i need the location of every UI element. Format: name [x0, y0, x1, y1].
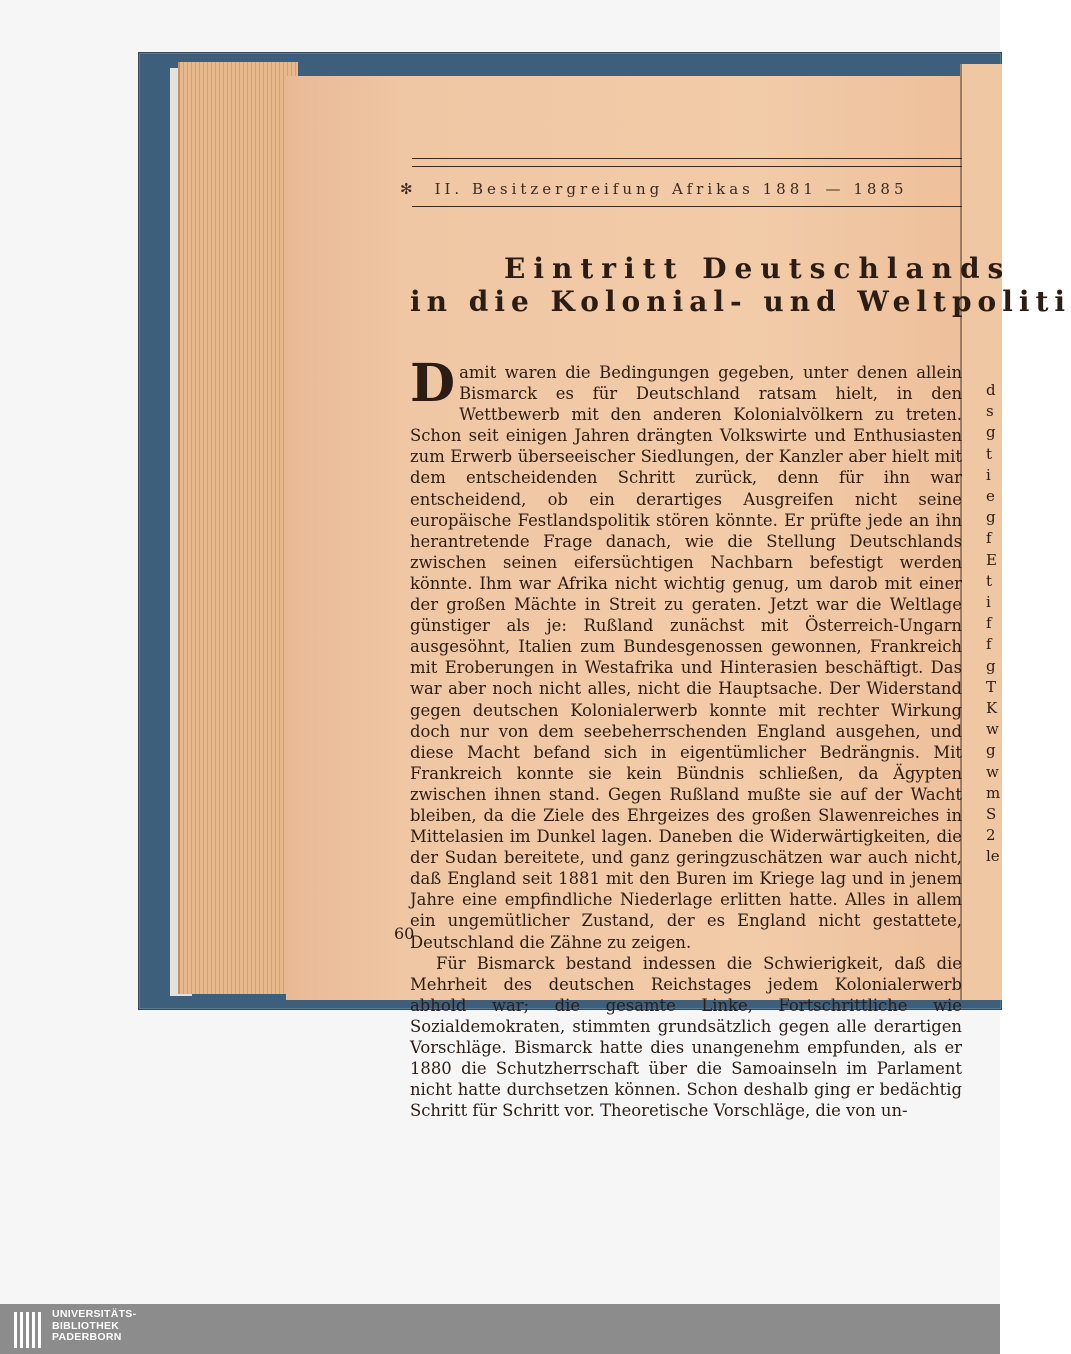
facing-page-fragment: f — [986, 529, 992, 548]
library-name-line-1: UNIVERSITÄTS- — [52, 1308, 137, 1320]
facing-page-fragment: f — [986, 614, 992, 633]
facing-page-fragment: g — [986, 508, 996, 527]
header-rule-bottom — [412, 206, 962, 207]
drop-cap: D — [410, 353, 456, 414]
library-footer-bar — [0, 1304, 1000, 1354]
header-rule-top-2 — [412, 166, 962, 167]
facing-page-fragment: S — [986, 805, 997, 824]
paragraph-2: Für Bismarck bestand indessen die Schwierigkeit, daß die Mehrheit des deutschen Reichstages jedem Kolonialerwerb abhold war; die gesamte Linke, Fortschrittliche wie Sozialdemokraten, stimmten grundsätzlich gegen alle derartigen Vorschläge. Bismarck hatte dies unangenehm empfunden, als er 1880 die Schutzherrschaft über die Samoainseln im Parlament nicht hatte durchsetzen können. Schon deshalb ging er bedächtig Schritt für Schritt vor. Theoretische Vorschläge, die von un- — [410, 953, 962, 1121]
library-name-line-2: BIBLIOTHEK — [52, 1319, 120, 1332]
library-name-line-3: PADERBORN — [52, 1331, 122, 1343]
facing-page-fragment: K — [986, 699, 998, 718]
facing-page-fragment: m — [986, 783, 1001, 802]
facing-page-fragment: i — [986, 465, 991, 484]
body-text — [410, 353, 962, 1121]
chapter-title-line-2: in die Kolonial- und Weltpoliti — [410, 285, 1071, 318]
library-logo-icon — [12, 1312, 52, 1348]
running-head — [400, 180, 960, 204]
facing-page-fragment: t — [986, 571, 993, 590]
page-number: 60 — [394, 924, 415, 943]
facing-page-fragment: w — [986, 762, 999, 781]
facing-page-fragment: le — [986, 847, 1000, 866]
facing-page-fragment: g — [986, 423, 996, 442]
running-head-text: II. Besitzergreifung Afrikas 1881 — 1885 — [434, 180, 908, 198]
header-rule-top — [412, 158, 962, 159]
facing-page-fragment: t — [986, 444, 993, 463]
facing-page-fragment: f — [986, 635, 992, 654]
facing-page-fragment: E — [986, 550, 997, 569]
facing-page-fragment: 2 — [986, 826, 996, 845]
page-stack — [178, 62, 298, 994]
facing-page-fragment: e — [986, 487, 995, 506]
facing-page-fragment: w — [986, 720, 999, 739]
facing-page-fragment: d — [986, 381, 996, 399]
facing-page-fragment: i — [986, 593, 991, 612]
facing-page-fragment: s — [986, 402, 994, 421]
facing-page-text-fragments — [986, 380, 1000, 868]
facing-page-fragment: g — [986, 741, 996, 760]
chapter-title-line-1: Eintritt Deutschlands — [504, 252, 1012, 285]
paragraph-1-text: amit waren die Bedingungen gegeben, unter denen allein Bismarck es für Deutschland ratsam hielt, in den Wettbewerb mit den anderen Kolonialvölkern zu treten. Schon seit einigen Jahren drängten Volkswirte und Enthusiasten zum Erwerb überseeischer Siedlungen, der Kanzler aber hielt mit dem entscheidenden Schritt zurück, denn für ihn war entscheidend, ob ein derartiges Ausgreifen nicht seine europäische Festlandspolitik stören könnte. Er prüfte jede an ihn herantretende Frage danach, wie die Stellung Deutschlands zwischen seinen eifersüchtigen Nachbarn befestigt werden könnte. Ihm war Afrika nicht wichtig genug, um darob mit einer der großen Mächte in Streit zu geraten. Jetzt war die Weltlage günstiger als je: Rußland zunächst mit Österreich-Ungarn ausgesöhnt, Italien zum Bundesgenossen gewonnen, Frankreich mit Eroberungen in Westafrika und Hinterasien beschäftigt. Das war aber noch nicht alles, nicht die Hauptsache. Der Widerstand gegen deutschen Kolonialerwerb konnte mit rechter Wirkung doch nur von dem seebeherrschenden England ausgehen, und diese Macht befand sich in eigentümlicher Bedrängnis. Mit Frankreich konnte sie kein Bündnis schließen, da Ägypten zwischen ihnen stand. Gegen Rußland mußte sie auf der Wacht bleiben, da die Ziele des Ehrgeizes des großen Slawenreiches in Mittelasien im Dunkel lagen. Daneben die Widerwärtigkeiten, die der Sudan bereitete, und ganz geringzuschätzen war auch nicht, daß England seit 1881 mit den Buren im Kriege lag und in jenem Jahre eine empfindliche Niederlage erlitten hatte. Alles in allem ein ungemütlicher Zustand, der es England nicht gestattete, Deutschland die Zähne zu zeigen. — [410, 363, 962, 952]
library-name — [52, 1309, 136, 1344]
paragraph-1 — [410, 353, 962, 953]
facing-page-fragment: g — [986, 656, 996, 675]
facing-page-fragment: T — [986, 677, 997, 696]
ornament-icon: ✻ — [400, 180, 417, 198]
